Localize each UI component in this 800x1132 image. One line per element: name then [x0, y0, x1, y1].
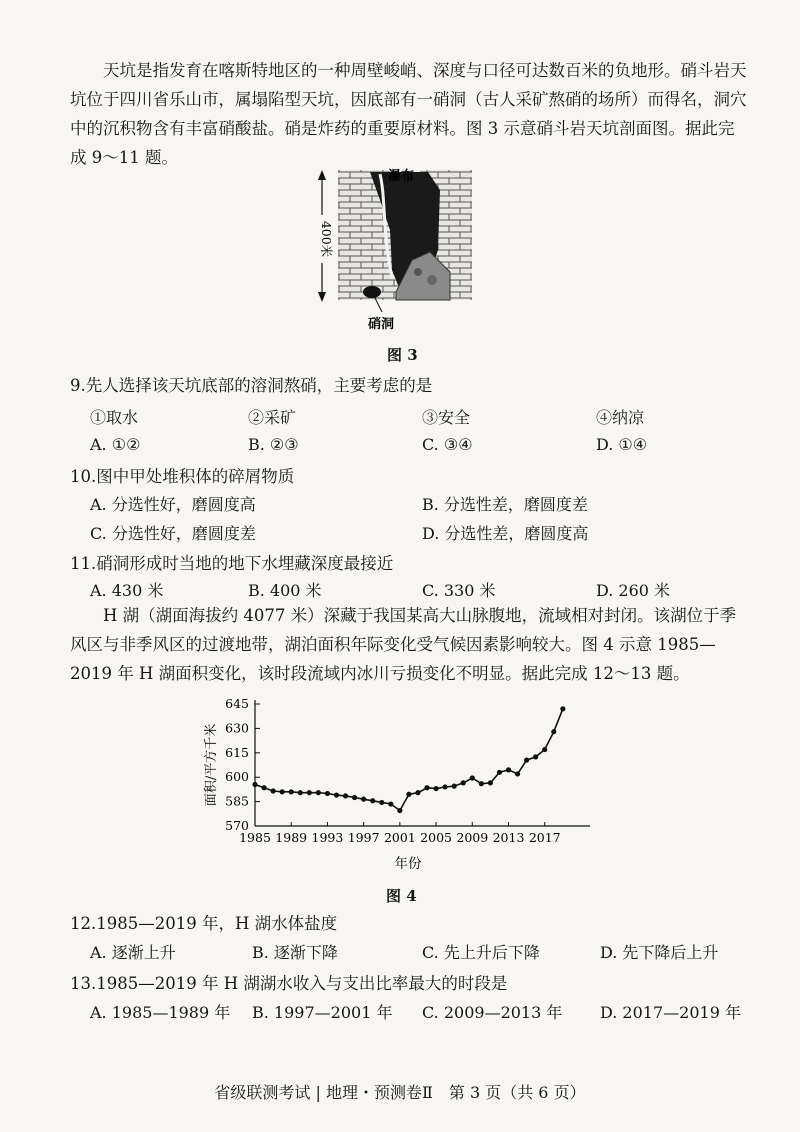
- figure-3-caption: 图 3: [387, 346, 418, 364]
- x-tick-label: 2013: [492, 830, 525, 845]
- cave-label: 硝洞: [368, 317, 395, 332]
- q9-option-a[interactable]: A. ①②: [90, 435, 141, 454]
- q9-option-d[interactable]: D. ①④: [596, 435, 648, 454]
- data-point: [542, 747, 547, 752]
- passage-karst: [70, 56, 750, 172]
- q9-option-c[interactable]: C. ③④: [422, 435, 473, 454]
- y-tick-label: 645: [225, 696, 249, 711]
- y-tick-label: 600: [225, 769, 249, 785]
- data-point: [334, 792, 339, 797]
- q12-option-c[interactable]: C. 先上升后下降: [422, 943, 540, 962]
- q9-item-1: ①取水: [90, 408, 139, 427]
- data-point: [443, 784, 448, 789]
- x-tick-label: 1997: [347, 830, 380, 845]
- data-point: [289, 789, 294, 794]
- waterfall-label: 瀑布: [388, 169, 415, 184]
- q10-option-a[interactable]: A. 分选性好，磨圆度高: [90, 495, 256, 514]
- figure-4-chart: [195, 690, 615, 880]
- data-point: [298, 790, 303, 795]
- q10-option-c[interactable]: C. 分选性好，磨圆度差: [90, 524, 256, 543]
- question-11-stem: 11.硝洞形成时当地的地下水埋藏深度最接近: [70, 554, 394, 573]
- passage-lake-text: H 湖（湖面海拔约 4077 米）深藏于我国某高大山脉腹地，流域相对封闭。该湖位于季风区与非季风区的过渡地带，湖泊面积年际变化受气候因素影响较大。图 4 示意 1985—2019 年 H 湖面积变化，该时段流域内冰川亏损变化不明显。据此完成 12～13 题。: [70, 606, 737, 683]
- y-tick-label: 630: [225, 720, 249, 736]
- q9-option-b[interactable]: B. ②③: [248, 435, 299, 454]
- question-13-stem: 13.1985—2019 年 H 湖湖水收入与支出比率最大的时段是: [70, 974, 508, 993]
- debris-rock: [427, 275, 437, 285]
- page-footer: 省级联测考试 | 地理・预测卷Ⅱ 第 3 页（共 6 页）: [214, 1083, 586, 1102]
- data-point: [506, 767, 511, 772]
- data-point: [406, 792, 411, 797]
- q11-option-d[interactable]: D. 260 米: [596, 581, 671, 600]
- q9-item-2: ②采矿: [248, 408, 297, 427]
- data-point: [271, 788, 276, 793]
- y-tick-label: 585: [225, 793, 249, 809]
- x-tick-label: 2001: [383, 830, 416, 845]
- data-point: [397, 808, 402, 813]
- data-point: [343, 793, 348, 798]
- data-point: [551, 729, 556, 734]
- q9-item-3: ③安全: [422, 408, 471, 427]
- area-series-points: [252, 706, 565, 813]
- data-point: [261, 785, 266, 790]
- data-point: [515, 771, 520, 776]
- q11-option-c[interactable]: C. 330 米: [422, 581, 496, 600]
- question-9-stem: 9.先人选择该天坑底部的溶洞熬硝，主要考虑的是: [70, 376, 433, 395]
- chart-y-label: 面积/平方千米: [204, 723, 219, 807]
- x-tick-label: 1989: [275, 830, 308, 845]
- cave-opening: [363, 286, 381, 298]
- y-tick-label: 615: [225, 744, 249, 760]
- q11-option-a[interactable]: A. 430 米: [90, 581, 164, 600]
- x-tick-label: 2017: [528, 830, 561, 845]
- figure-3-diagram: [300, 160, 500, 335]
- data-point: [497, 770, 502, 775]
- data-point: [379, 800, 384, 805]
- data-point: [424, 785, 429, 790]
- x-tick-label: 2005: [420, 830, 452, 845]
- passage-lake: [70, 601, 750, 688]
- data-point: [325, 791, 330, 796]
- x-tick-label: 1993: [311, 830, 344, 845]
- data-point: [560, 706, 565, 711]
- q9-item-4: ④纳凉: [596, 408, 645, 427]
- data-point: [488, 780, 493, 785]
- x-tick-label: 2009: [456, 830, 489, 845]
- x-tick-label: 1985: [239, 830, 271, 845]
- chart-x-label: 年份: [394, 856, 422, 872]
- q12-option-a[interactable]: A. 逐渐上升: [90, 943, 176, 962]
- debris-rock: [414, 268, 422, 276]
- data-point: [352, 795, 357, 800]
- q11-option-b[interactable]: B. 400 米: [248, 581, 322, 600]
- data-point: [361, 797, 366, 802]
- height-label: 400米: [319, 220, 334, 258]
- data-point: [461, 780, 466, 785]
- data-point: [316, 790, 321, 795]
- q12-option-b[interactable]: B. 逐渐下降: [252, 943, 338, 962]
- q13-option-a[interactable]: A. 1985—1989 年: [90, 1003, 231, 1022]
- data-point: [533, 754, 538, 759]
- passage-karst-text: 天坑是指发育在喀斯特地区的一种周壁峻峭、深度与口径可达数百米的负地形。硝斗岩天坑位于四川省乐山市，属塌陷型天坑，因底部有一硝洞（古人采矿熬硝的场所）而得名，洞穴中的沉积物含有丰富硝酸盐。硝是炸药的重要原材料。图 3 示意硝斗岩天坑剖面图。据此完成 9～11 题。: [70, 61, 747, 167]
- q10-option-d[interactable]: D. 分选性差，磨圆度高: [422, 524, 589, 543]
- y-tick-label: 570: [225, 818, 249, 833]
- question-12-stem: 12.1985—2019 年，H 湖水体盐度: [70, 914, 338, 933]
- q10-option-b[interactable]: B. 分选性差，磨圆度差: [422, 495, 588, 514]
- data-point: [415, 790, 420, 795]
- data-point: [524, 758, 529, 763]
- data-point: [433, 786, 438, 791]
- q13-option-c[interactable]: C. 2009—2013 年: [422, 1003, 563, 1022]
- data-point: [470, 775, 475, 780]
- data-point: [252, 782, 257, 787]
- data-point: [452, 784, 457, 789]
- data-point: [479, 781, 484, 786]
- data-point: [280, 789, 285, 794]
- data-point: [307, 790, 312, 795]
- question-10-stem: 10.图中甲处堆积体的碎屑物质: [70, 467, 295, 486]
- q12-option-d[interactable]: D. 先下降后上升: [600, 943, 719, 962]
- data-point: [388, 801, 393, 806]
- figure-4-caption: 图 4: [386, 887, 417, 905]
- data-point: [370, 798, 375, 803]
- q13-option-b[interactable]: B. 1997—2001 年: [252, 1003, 393, 1022]
- q13-option-d[interactable]: D. 2017—2019 年: [600, 1003, 741, 1022]
- chart-axes: [255, 700, 590, 826]
